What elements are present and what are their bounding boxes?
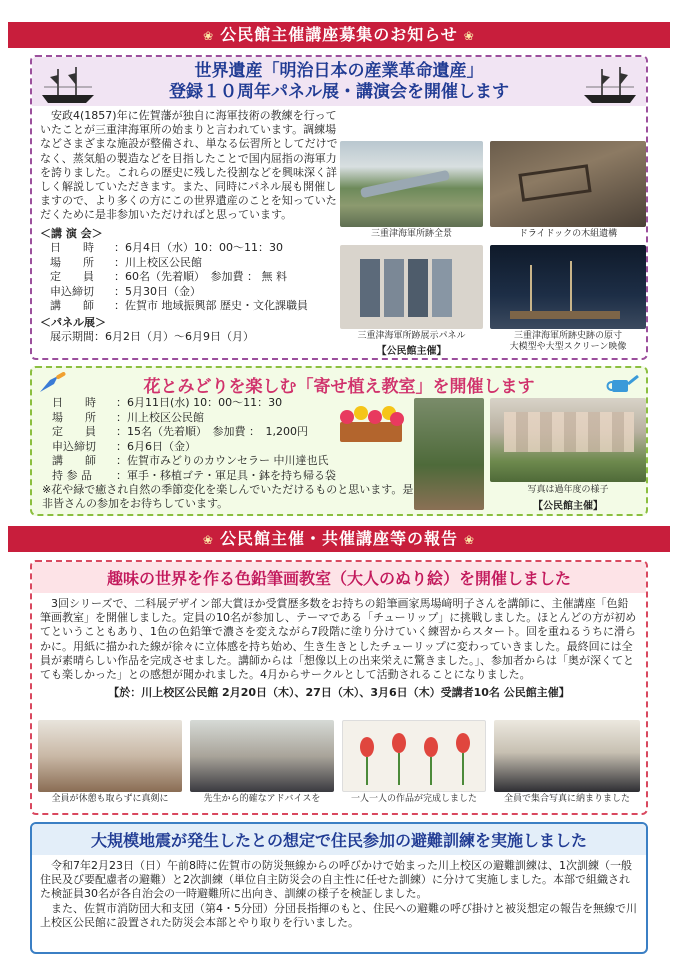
detail-value: ：佐賀市 地域振興部 歴史・文化課職員 xyxy=(114,299,308,313)
detail-value: ：軍手・移植ゴテ・軍足具・鉢を持ち帰る袋 xyxy=(116,468,336,482)
panel-heading: ＜パネル展＞ xyxy=(40,315,106,329)
class-photo-1 xyxy=(38,720,182,792)
detail-value: ：川上校区公民館 xyxy=(116,410,204,424)
colored-pencil-title: 趣味の世界を作る色鉛筆画教室（大人のぬり絵）を開催しました xyxy=(32,562,646,593)
photo-caption: 全員で集合写真に納まりました xyxy=(503,794,630,804)
detail-key: 定 員 xyxy=(50,270,94,284)
sailing-ship-icon xyxy=(582,65,638,105)
detail-value: ：15名（先着順） 参加費 ： 1,200円 xyxy=(116,425,308,438)
colored-pencil-section xyxy=(30,560,648,815)
photo-caption: ドライドックの木組遺構 xyxy=(518,229,618,239)
heritage-panel-section xyxy=(30,55,648,360)
evacuation-drill-body1: 令和7年2月23日（日）午前8時に佐賀市の防災無線からの呼びかけで始まった川上校区の避難訓練は、1次訓練（一般住民及び要配慮者の避難）と2次訓練（単位自主防災会の自主性に任せた訓練）に分けて実施しました。本部で組織された検証員30名が各自治会の一時避難所に出向き、訓練の様子を検証しました。 xyxy=(40,859,632,901)
lecture-rows xyxy=(40,241,340,314)
detail-row xyxy=(40,270,340,285)
sponsor-label: 【公民館主催】 xyxy=(376,346,447,357)
detail-row xyxy=(40,256,340,271)
detail-value: ：60名（先着順） 参加費 ： 無 料 xyxy=(114,270,287,284)
photo-caption-line2: 大模型や大型スクリーン映像 xyxy=(509,342,627,352)
ship-model-photo xyxy=(490,245,646,329)
watering-can-icon xyxy=(606,372,640,396)
detail-key: 講 師 xyxy=(50,299,94,313)
report-header-title: 公民館主催・共催講座等の報告 xyxy=(219,529,458,548)
decor-left: ❀ xyxy=(203,29,215,43)
detail-value: ：5月30日（金） xyxy=(114,284,201,298)
detail-key: 日 時 xyxy=(52,396,96,409)
group-photo xyxy=(494,720,640,792)
tulip-drawings xyxy=(343,721,487,793)
detail-key: 申込締切 xyxy=(52,439,96,453)
colored-pencil-body: 3回シリーズで、二科展デザイン部大賞ほか受賞歴多数をお持ちの鉛筆画家馬場﨑明子さんを講師に、主催講座「色鉛筆画教室」を開催しました。定員の10名が参加し、テーマである「チューリップ」に挑戦しました。ほとんどの方が初めてということもあり、1色の色鉛筆で濃さを変えながら7段階に塗り分けていく練習からスタート。回を重ねるうちに滑らかに。用紙に描かれた線が徐々に立体感を持ち始め、生き生きとしたチューリップに変わっていきました。最終回には全員が素晴らしい作品を完成させました。講師からは「想像以上の出来栄えに驚きました。」、参加者からは「奥が深くてとても楽しかった」との感想が聞かれました。4月からサークルとして活動されることになりました。 xyxy=(40,597,637,682)
panel-period: 展示期間：6月2日（月）～6月9日（月） xyxy=(50,329,254,343)
sailing-ship-icon xyxy=(40,65,96,105)
planting-note: ※花や緑で癒され自然の季節変化を楽しんでいただけるものと思います。是非皆さんの参加をお待ちしています。 xyxy=(42,483,414,511)
flower-planter-illustration xyxy=(336,402,406,442)
tulip-artwork-photo xyxy=(342,720,486,792)
naval-site-aerial-photo xyxy=(340,141,483,227)
decor-left: ❀ xyxy=(202,533,214,547)
detail-row xyxy=(42,454,422,469)
photo-caption: 一人一人の作品が完成しました xyxy=(350,794,477,804)
detail-row xyxy=(42,469,422,484)
announcement-header xyxy=(8,22,670,48)
report-header xyxy=(8,526,670,552)
detail-key: 場 所 xyxy=(52,410,96,424)
class-photo-2 xyxy=(190,720,334,792)
evacuation-drill-title: 大規模地震が発生したとの想定で住民参加の避難訓練を実施しました xyxy=(32,824,646,855)
lecture-details xyxy=(40,227,340,344)
sponsor-label: 【公民館主催】 xyxy=(533,501,603,512)
heritage-title-line1: 世界遺産「明治日本の産業革命遺産」 xyxy=(194,61,484,81)
detail-value: ：6月4日（水）10：00～11：30 xyxy=(114,241,283,255)
detail-key: 日 時 xyxy=(50,241,94,255)
colored-pencil-photos xyxy=(38,720,640,804)
planting-activity-photo xyxy=(414,398,484,510)
planting-group-photo xyxy=(490,398,646,482)
evacuation-drill-section xyxy=(30,822,648,954)
photo-caption: 全員が休憩も取らずに真剣に xyxy=(51,794,169,804)
planting-class-section xyxy=(30,366,648,516)
photo-caption: 先生から的確なアドバイスを xyxy=(203,794,321,804)
detail-key: 定 員 xyxy=(52,425,96,438)
decor-right: ❀ xyxy=(463,29,475,43)
announcement-header-title: 公民館主催講座募集のお知らせ xyxy=(220,25,458,44)
heritage-title xyxy=(32,57,646,106)
heritage-body: 安政4(1857)年に佐賀藩が独自に海軍技術の教練を行っていたことが三重津海軍所の始まりと言われています。調練場などさまざまな施設が整備され、単なる伝習所としてだけでなく、蒸気船の製造などを目指したことで国内屈指の海軍力を誇りました。これらの歴史に残した役割などを興味深く詳しく解説していただきます。また、同時にパネル展も開催しますので、より多くの方にこの世界遺産のことを知っていただくために是非参加いただければと思っています。 xyxy=(40,109,338,222)
detail-key: 持 参 品 xyxy=(52,468,92,482)
detail-row xyxy=(40,241,340,256)
photo-caption-line1: 三重津海軍所跡史跡の原寸 xyxy=(513,331,622,341)
photo-caption: 三重津海軍所跡全景 xyxy=(370,229,452,239)
detail-value: ：佐賀市みどりのカウンセラー 中川達也氏 xyxy=(116,454,329,467)
detail-row xyxy=(40,285,340,300)
photo-caption: 写真は過年度の様子 xyxy=(527,485,609,495)
detail-value: ：川上校区公民館 xyxy=(114,255,202,269)
lecture-heading: ＜講 演 会＞ xyxy=(40,227,103,240)
detail-key: 申込締切 xyxy=(50,284,94,298)
photo-caption: 三重津海軍所跡展示パネル xyxy=(357,331,466,341)
evacuation-drill-body2: また、佐賀市消防団大和支団（第4・5分団）分団長指揮のもと、住民への避難の呼び掛けと被災想定の報告を無線で川上校区公民館に設置された防災会本部とやり取りを行いました。 xyxy=(40,901,637,929)
detail-row xyxy=(40,299,340,314)
colored-pencil-meta: 【於：川上校区公民館 2月20日（木）、27日（木）、3月6日（木）受講者10名 公民館主催】 xyxy=(108,686,570,700)
exhibition-panel-photo xyxy=(340,245,483,329)
detail-key: 場 所 xyxy=(50,255,94,269)
detail-key: 講 師 xyxy=(52,454,96,467)
detail-value: ：6月6日（金） xyxy=(116,439,196,453)
heritage-title-line2: 登録１０周年パネル展・講演会を開催します xyxy=(169,82,509,102)
trowel-icon xyxy=(38,372,68,394)
planting-title: 花とみどりを楽しむ「寄せ植え教室」を開催します xyxy=(143,377,535,397)
drydock-remains-photo xyxy=(490,141,646,227)
detail-value: ：6月11日(水) 10：00～11：30 xyxy=(116,396,283,409)
decor-right: ❀ xyxy=(464,533,476,547)
